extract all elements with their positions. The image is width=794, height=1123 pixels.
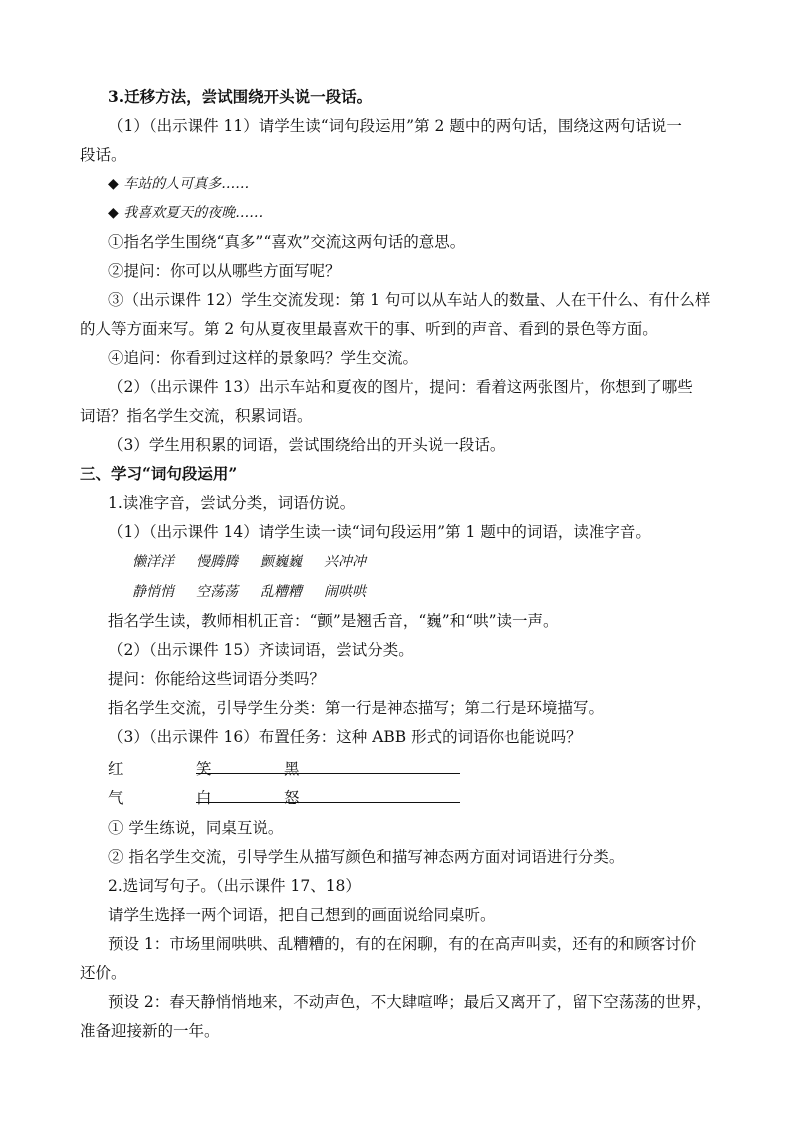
numbered-item: ④追问：你看到过这样的景象吗？学生交流。 [108,349,419,367]
abb-char: 白 [196,789,212,807]
numbered-item: ②提问：你可以从哪些方面写呢？ [108,262,341,280]
numbered-item: ①指名学生围绕“真多”“喜欢”交流这两句话的意思。 [108,233,466,251]
abb-char: 黑 [284,760,300,778]
paragraph-line: 请学生选择一两个词语，把自己想到的画面说给同桌听。 [108,906,496,924]
paragraph-line: （1）（出示课件 14）请学生读一读“词句段运用”第 1 题中的词语，读准字音。 [108,523,651,541]
word: 空荡荡 [196,584,238,600]
paragraph-line: 预设 2：春天静悄悄地来，不动声色，不大肆喧哗；最后又离开了，留下空荡荡的世界， [108,993,712,1011]
paragraph-line: 指名学生读，教师相机正音：“颤”是翘舌音，“巍”和“哄”读一声。 [108,612,559,630]
paragraph-line: （2）（出示课件 15）齐读词语，尝试分类。 [108,641,414,659]
paragraph-line: 准备迎接新的一年。 [80,1022,220,1040]
paragraph-line: 段话。 [80,146,127,164]
numbered-item: ① 学生练说，同桌互说。 [108,819,284,837]
abb-char: 怒 [284,789,300,807]
word-row [132,552,388,572]
subsection-heading: 1.读准字音，尝试分类，词语仿说。 [108,494,356,512]
paragraph-line: 指名学生交流，引导学生分类：第一行是神态描写；第二行是环境描写。 [108,699,605,717]
paragraph-line: 提问：你能给这些词语分类吗？ [108,670,326,688]
abb-char: 红 [108,760,124,778]
section-heading-3: 3.迁移方法，尝试围绕开头说一段话。 [108,87,373,106]
fill-blank-row [108,759,372,779]
blank-field[interactable] [372,788,460,803]
word: 兴冲冲 [324,554,366,570]
fill-blank-row [108,788,372,808]
paragraph-line: 词语？指名学生交流，积累词语。 [80,407,313,425]
word-row [132,582,388,602]
abb-char: 笑 [196,760,212,778]
diamond-bullet-item: ◆ 我喜欢夏天的夜晚…… [108,205,264,221]
word: 乱糟糟 [260,584,302,600]
diamond-bullet-item: ◆ 车站的人可真多…… [108,176,250,192]
numbered-item: ② 指名学生交流，引导学生从描写颜色和描写神态两方面对词语进行分类。 [108,848,625,866]
word: 闹哄哄 [324,584,366,600]
word: 慢腾腾 [196,554,238,570]
paragraph-line: （2）（出示课件 13）出示车站和夏夜的图片，提问：看着这两张图片，你想到了哪些 [108,378,693,396]
section-title: 三、学习“词句段运用” [80,464,238,483]
subsection-heading: 2.选词写句子。（出示课件 17、18） [108,877,361,895]
paragraph-line: 的人等方面来写。第 2 句从夏夜里最喜欢干的事、听到的声音、看到的景色等方面。 [80,320,658,338]
paragraph-line: （3）学生用积累的词语，尝试围绕给出的开头说一段话。 [108,436,506,454]
word: 懒洋洋 [132,554,174,570]
abb-char: 气 [108,789,124,807]
paragraph-line: （3）（出示课件 16）布置任务：这种 ABB 形式的词语你也能说吗？ [108,728,582,746]
blank-field[interactable] [372,759,460,774]
paragraph-line: 预设 1：市场里闹哄哄、乱糟糟的，有的在闲聊，有的在高声叫卖，还有的和顾客讨价 [108,935,697,953]
paragraph-line: （1）（出示课件 11）请学生读“词句段运用”第 2 题中的两句话，围绕这两句话说一 [108,117,682,135]
word: 颤巍巍 [260,554,302,570]
numbered-item: ③（出示课件 12）学生交流发现：第 1 句可以从车站人的数量、人在干什么、有什么样 [108,291,711,309]
paragraph-line: 还价。 [80,964,127,982]
word: 静悄悄 [132,584,174,600]
